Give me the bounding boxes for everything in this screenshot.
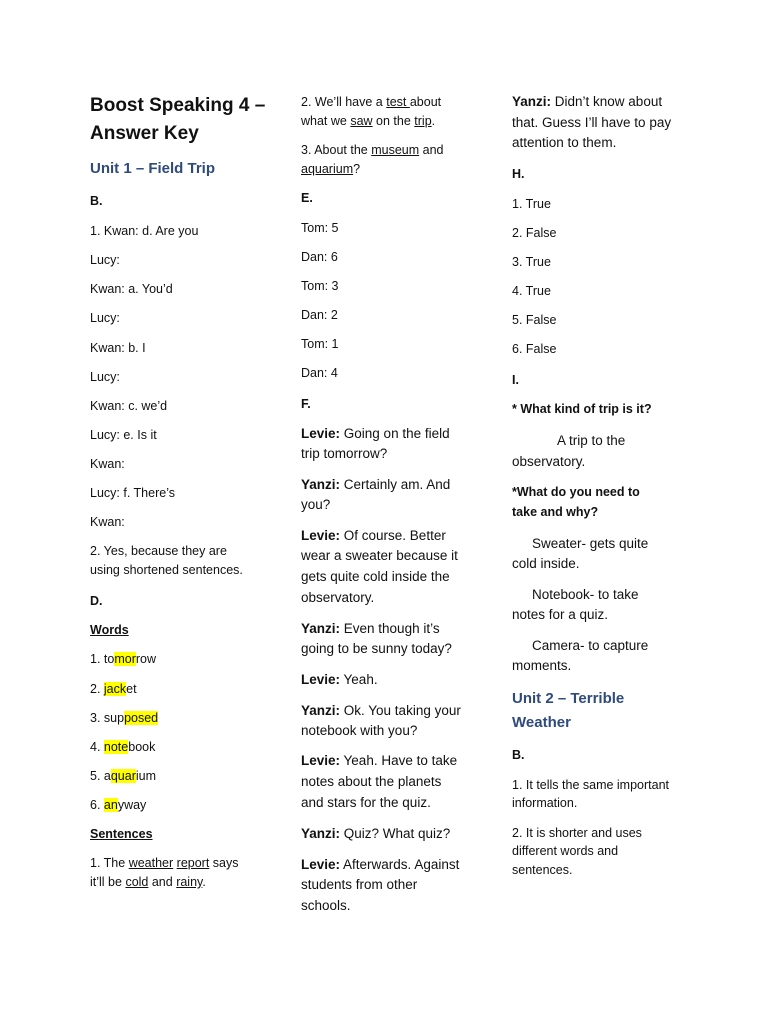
dialogue-line: and stars for the quiz. (301, 795, 431, 810)
sentence-3-line-1: 3. About the museum and (301, 143, 444, 157)
word-item: 2. jacket (90, 682, 137, 696)
b-line: Lucy: (90, 253, 120, 267)
unit-2-heading-line-1: Unit 2 – Terrible (512, 690, 625, 707)
sentence-1-line-1: 1. The weather report says (90, 856, 239, 870)
word-item: 4. notebook (90, 740, 156, 754)
question-1: * What kind of trip is it? (512, 402, 652, 416)
section-b-heading: B. (90, 194, 103, 208)
sentence-2-line-1: 2. We’ll have a test about (301, 95, 442, 109)
b-line: Lucy: (90, 311, 120, 325)
dialogue-line: wear a sweater because it (301, 548, 458, 563)
dialogue-line: that. Guess I’ll have to pay (512, 115, 672, 130)
dialogue-line: Yanzi: Even though it’s (301, 621, 440, 636)
b-line: Kwan: (90, 457, 125, 471)
unit-2-b2-line-1: 2. It is shorter and uses (512, 826, 642, 840)
b-line: Lucy: f. There’s (90, 486, 175, 500)
dialogue-line: students from other (301, 877, 418, 892)
b-line: Kwan: c. we’d (90, 399, 168, 413)
dialogue-line: going to be sunny today? (301, 641, 452, 656)
e-line: Dan: 6 (301, 250, 338, 264)
word-item: 6. anyway (90, 798, 147, 812)
unit-2-b2-line-2: different words and (512, 844, 619, 858)
sentence-3-line-2: aquarium? (301, 162, 361, 176)
dialogue-line: Yanzi: Certainly am. And (301, 477, 451, 492)
answer-3-line-1: Notebook- to take (532, 587, 639, 602)
stress-highlight: quar (110, 769, 136, 783)
e-line: Tom: 1 (301, 337, 339, 351)
answer-1-line-1: A trip to the (557, 433, 626, 448)
dialogue-line: Yanzi: Ok. You taking your (301, 703, 461, 718)
b2-line-2: using shortened sentences. (90, 563, 243, 577)
stress-highlight: posed (124, 711, 159, 725)
unit-2-b1-line-2: information. (512, 796, 578, 810)
dialogue-line: Levie: Of course. Better (301, 528, 446, 543)
e-line: Dan: 4 (301, 366, 338, 380)
h-line: 1. True (512, 197, 551, 211)
dialogue-line: Levie: Going on the field (301, 426, 450, 441)
e-line: Tom: 3 (301, 279, 339, 293)
e-line: Tom: 5 (301, 221, 339, 235)
b-line: 1. Kwan: d. Are you (90, 224, 199, 238)
word-item: 5. aquarium (90, 769, 157, 783)
b-line: Kwan: a. You’d (90, 282, 173, 296)
stress-highlight: note (103, 740, 129, 754)
h-line: 5. False (512, 313, 557, 327)
answer-4-line-1: Camera- to capture (532, 638, 649, 653)
h-line: 3. True (512, 255, 551, 269)
dialogue-line: Yanzi: Quiz? What quiz? (301, 826, 451, 841)
dialogue-line: Levie: Yeah. Have to take (301, 753, 458, 768)
dialogue-line: notes about the planets (301, 774, 442, 789)
dialogue-line: Levie: Yeah. (301, 672, 378, 687)
b-line: Kwan: b. I (90, 341, 146, 355)
dialogue-line: notebook with you? (301, 723, 418, 738)
section-h-heading: H. (512, 167, 525, 181)
section-f-heading: F. (301, 397, 311, 411)
word-item: 3. supposed (90, 711, 159, 725)
dialogue-line: you? (301, 497, 331, 512)
unit-2-b1-line-1: 1. It tells the same important (512, 778, 670, 792)
section-d-heading: D. (90, 594, 103, 608)
sentence-2-line-2: what we saw on the trip. (301, 114, 436, 128)
dialogue-line: Levie: Afterwards. Against (301, 857, 460, 872)
section-i-heading: I. (512, 373, 519, 387)
section-e-heading: E. (301, 191, 313, 205)
unit-2-heading-line-2: Weather (512, 714, 571, 731)
unit-2-section-b-heading: B. (512, 748, 525, 762)
words-heading: Words (90, 623, 129, 637)
dialogue-line: schools. (301, 898, 351, 913)
answer-2-line-1: Sweater- gets quite (532, 536, 649, 551)
e-line: Dan: 2 (301, 308, 338, 322)
unit-1-heading: Unit 1 – Field Trip (90, 160, 216, 177)
answer-1-line-2: observatory. (512, 454, 586, 469)
b-line: Lucy: e. Is it (90, 428, 157, 442)
question-2-line-2: take and why? (512, 505, 599, 519)
dialogue-line: attention to them. (512, 135, 617, 150)
sentences-heading: Sentences (90, 827, 153, 841)
b2-line-1: 2. Yes, because they are (90, 544, 227, 558)
h-line: 2. False (512, 226, 557, 240)
b-line: Lucy: (90, 370, 120, 384)
h-line: 4. True (512, 284, 551, 298)
stress-highlight: jack (103, 682, 127, 696)
b-line: Kwan: (90, 515, 125, 529)
doc-title-line-2: Answer Key (90, 123, 199, 144)
dialogue-line: gets quite cold inside the (301, 569, 450, 584)
doc-title-line-1: Boost Speaking 4 – (90, 95, 266, 116)
sentence-1-line-2: it’ll be cold and rainy. (90, 875, 206, 889)
stress-highlight: mor (114, 652, 136, 666)
unit-2-b2-line-3: sentences. (512, 863, 573, 877)
dialogue-line: trip tomorrow? (301, 446, 388, 461)
h-line: 6. False (512, 342, 557, 356)
dialogue-line: Yanzi: Didn’t know about (512, 94, 663, 109)
answer-2-line-2: cold inside. (512, 556, 580, 571)
question-2-line-1: *What do you need to (512, 485, 640, 499)
answer-3-line-2: notes for a quiz. (512, 607, 609, 622)
stress-highlight: an (103, 798, 118, 812)
dialogue-line: observatory. (301, 590, 375, 605)
answer-4-line-2: moments. (512, 658, 572, 673)
word-item: 1. tomorrow (90, 652, 157, 666)
